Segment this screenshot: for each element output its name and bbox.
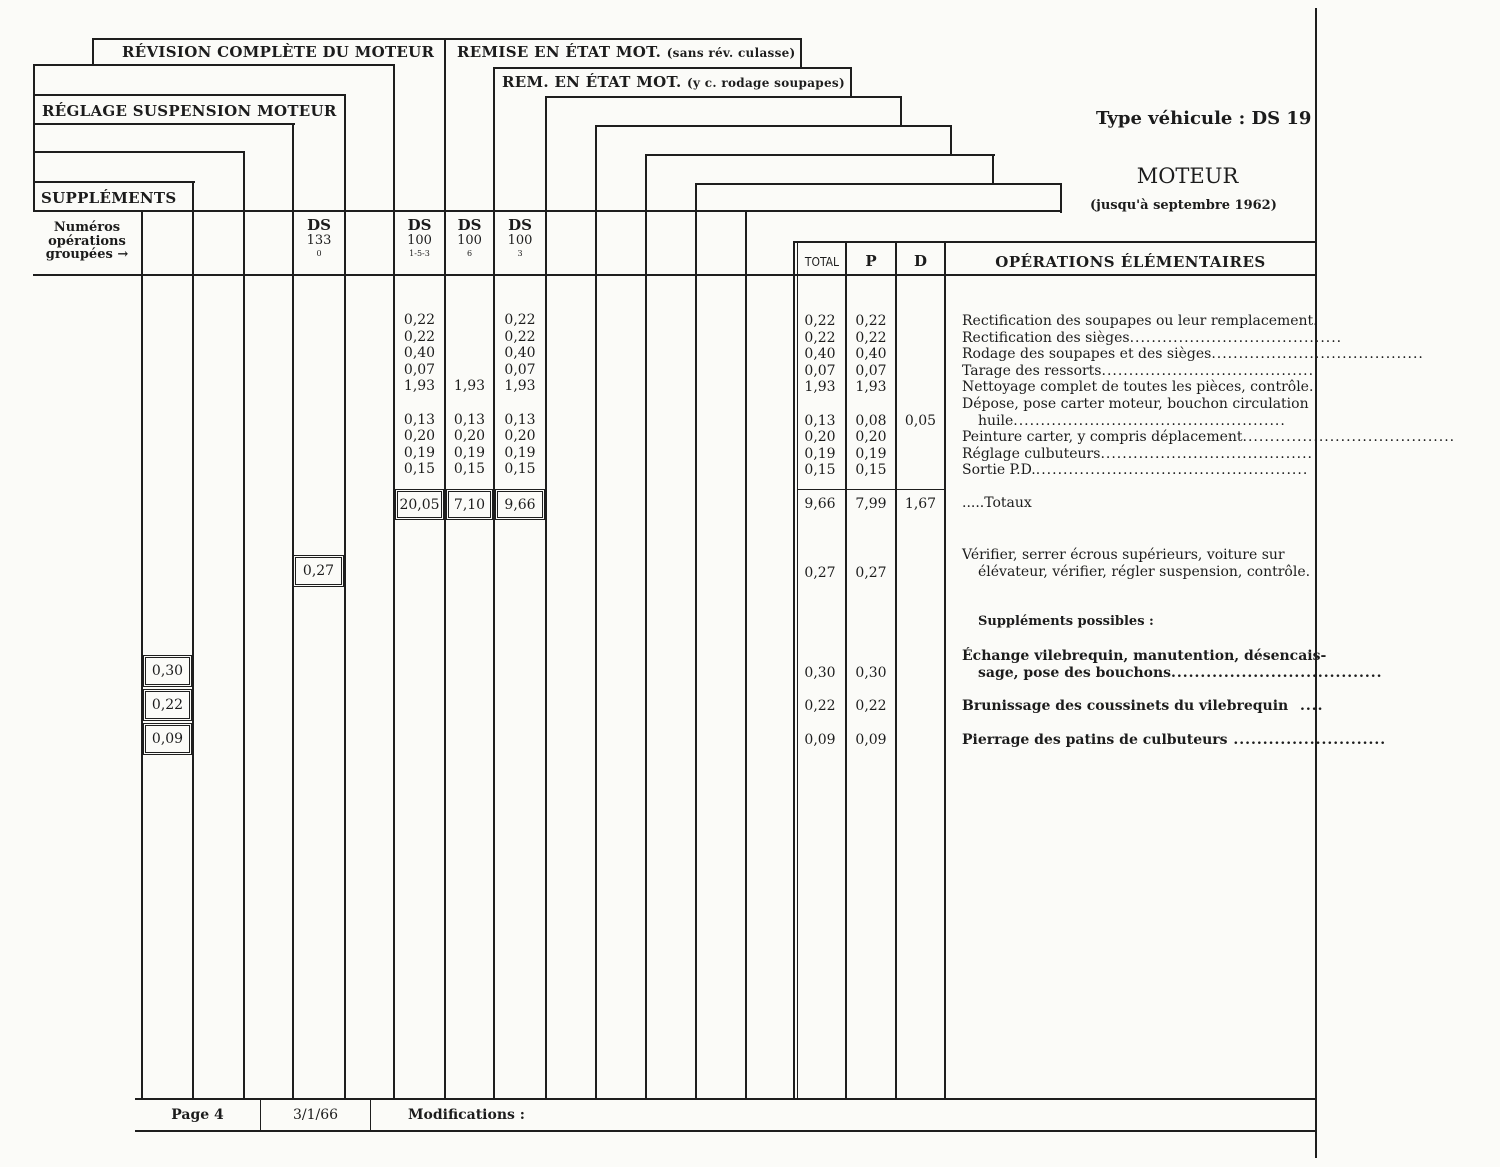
op-row: Peinture carter, y compris déplacement ....................................... <box>962 429 1456 446</box>
tab-remise-note: (sans rév. culasse) <box>666 46 796 60</box>
op-text: Dépose, pose carter moteur, bouchon circulation <box>962 395 1309 412</box>
tab-revision-label: RÉVISION COMPLÈTE DU MOTEUR <box>122 43 435 61</box>
op-text: huile <box>978 412 1014 429</box>
values-p: 0,22 0,22 0,40 0,07 1,93 0,08 0,20 0,19 0,15 <box>855 313 887 479</box>
vehicle-type: Type véhicule : DS 19 <box>1096 108 1312 129</box>
footer-modifications: Modifications : <box>408 1107 525 1123</box>
values-ds100c: 0,22 0,22 0,40 0,07 1,93 0,13 0,20 0,19 0,15 <box>504 312 536 478</box>
op-row <box>962 396 1314 413</box>
op-row: Tarage des ressorts ....................................... <box>962 362 1315 379</box>
tab-reglage-label: RÉGLAGE SUSPENSION MOTEUR <box>42 102 337 120</box>
tab-remise <box>457 45 796 60</box>
op-row: Réglage culbuteurs ....................................... <box>962 445 1313 462</box>
col-ds133-line1: DS <box>307 216 331 234</box>
supplement-op <box>962 698 1324 715</box>
col-ds100b <box>446 218 493 259</box>
col-ds100c-line1: DS <box>508 216 532 234</box>
reglage-p: 0,27 <box>855 565 887 581</box>
supplement-op-row: sage, pose des bouchons .................................... <box>978 664 1383 681</box>
supplement-op-row: Brunissage des coussinets du vilebrequin .... <box>962 698 1324 714</box>
op-text: Réglage culbuteurs <box>962 445 1101 462</box>
tab-rem <box>502 75 845 90</box>
supplement-p: 0,09 <box>855 732 887 748</box>
totals-label: .....Totaux <box>962 495 1032 511</box>
reglage-total: 0,27 <box>804 565 836 581</box>
op-text: Nettoyage complet de toutes les pièces, contrôle. <box>962 379 1314 396</box>
supplement-op-line2: sage, pose des bouchons <box>978 664 1172 681</box>
op-text: Tarage des ressorts <box>962 362 1102 379</box>
supplement-p: 0,30 <box>855 665 887 681</box>
col-ds100c-line3: 3 <box>517 249 523 259</box>
col-total-header: TOTAL <box>804 255 840 269</box>
col-operations-header: OPÉRATIONS ÉLÉMENTAIRES <box>995 253 1266 271</box>
supplement-total: 0,30 <box>804 665 836 681</box>
supplement-op-row: Pierrage des patins de culbuteurs .......................... <box>962 732 1387 748</box>
total-ds100a: 20,05 <box>395 489 444 520</box>
supplement-op-line1: Échange vilebrequin, manutention, désencais- <box>962 648 1327 664</box>
tab-supplements-label: SUPPLÉMENTS <box>41 189 177 207</box>
values-ds100a: 0,22 0,22 0,40 0,07 1,93 0,13 0,20 0,19 0,15 <box>403 312 436 478</box>
op-text: Peinture carter, y compris déplacement <box>962 429 1243 446</box>
values-ds100b: 1,93 0,13 0,20 0,19 0,15 <box>453 378 486 478</box>
supplement-total: 0,22 <box>804 698 836 714</box>
operations-list <box>962 313 1456 479</box>
op-text: Rodage des soupapes et des sièges <box>962 346 1212 363</box>
reglage-ds133: 0,27 <box>293 555 344 587</box>
total-ds100c: 9,66 <box>495 489 545 520</box>
col-ds133-line3: 0 <box>316 249 322 259</box>
supplement-op-line1: Pierrage des patins de culbuteurs <box>962 732 1228 748</box>
col-ds100c <box>495 218 545 259</box>
op-row <box>962 379 1314 396</box>
reglage-op-line1: Vérifier, serrer écrous supérieurs, voiture sur <box>962 547 1285 563</box>
supplement-op-row <box>962 648 1327 665</box>
supplements-heading: Suppléments possibles : <box>978 614 1154 629</box>
col-ds100a <box>395 218 444 259</box>
supplement-value: 0,30 <box>143 655 192 687</box>
op-row <box>962 313 1318 330</box>
col-ds100a-line2: 100 <box>407 232 432 248</box>
section-title: MOTEUR <box>1136 164 1239 188</box>
values-total: 0,22 0,22 0,40 0,07 1,93 0,13 0,20 0,19 0,15 <box>804 313 836 479</box>
op-row: Rectification des sièges ....................................... <box>962 329 1343 346</box>
col-ds100b-line3: 6 <box>466 249 473 259</box>
tab-remise-label: REMISE EN ÉTAT MOT. <box>457 43 662 61</box>
col-ds100b-line1: DS <box>457 216 482 234</box>
col-ds100a-line3: 1-5-3 <box>409 249 430 259</box>
col-ds100c-line2: 100 <box>507 232 533 248</box>
supplement-op <box>962 732 1387 749</box>
op-row: Rodage des soupapes et des sièges ....................................... <box>962 346 1424 363</box>
col-ds100b-line2: 100 <box>457 232 482 248</box>
col-p-header: P <box>865 252 877 270</box>
reglage-op <box>962 547 1310 580</box>
tab-rem-note: (y c. rodage soupapes) <box>687 76 845 90</box>
total-p: 7,99 <box>855 496 887 512</box>
supplement-op <box>962 648 1383 681</box>
col-ds133-line2: 133 <box>306 232 332 248</box>
numeros-label: Numéros opérations groupées → <box>45 220 129 263</box>
total-d: 1,67 <box>904 496 937 512</box>
supplement-op-line1: Brunissage des coussinets du vilebrequin <box>962 698 1289 714</box>
col-ds133 <box>294 218 344 259</box>
col-d-header: D <box>913 252 927 270</box>
op-text: Sortie P.D. <box>962 462 1036 479</box>
op-row: Sortie P.D. .................................................. <box>962 462 1309 479</box>
total-total: 9,66 <box>804 496 836 512</box>
footer-date: 3/1/66 <box>292 1107 339 1123</box>
op-text: Rectification des sièges <box>962 329 1130 346</box>
footer-page: Page 4 <box>171 1107 224 1123</box>
period-subtitle: (jusqu'à septembre 1962) <box>1090 198 1277 213</box>
supplement-value: 0,09 <box>143 723 192 755</box>
supplement-value: 0,22 <box>143 689 192 721</box>
supplement-total: 0,09 <box>804 732 836 748</box>
values-d: 0,05 <box>904 413 937 429</box>
reglage-op-line2: élévateur, vérifier, régler suspension, contrôle. <box>978 563 1311 580</box>
op-row: huile .................................................. <box>978 412 1286 429</box>
tab-rem-label: REM. EN ÉTAT MOT. <box>502 73 682 91</box>
col-ds100a-line1: DS <box>407 216 432 234</box>
total-ds100b: 7,10 <box>446 489 493 520</box>
supplement-p: 0,22 <box>855 698 887 714</box>
op-text: Rectification des soupapes ou leur remplacement. <box>962 313 1318 329</box>
